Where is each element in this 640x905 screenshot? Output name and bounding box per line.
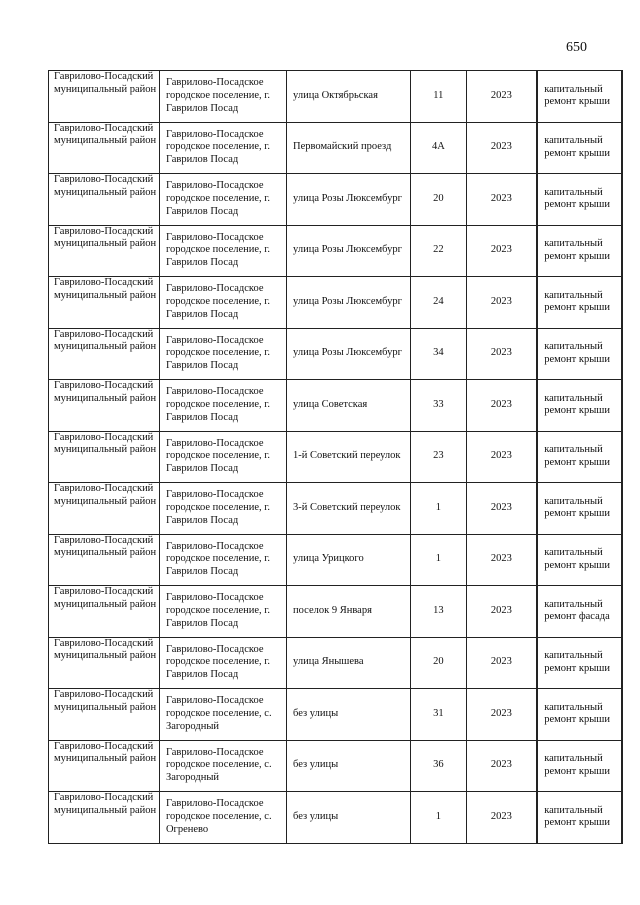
street-cell: улица Розы Люксембург — [287, 277, 411, 329]
table-row — [49, 174, 623, 226]
settlement-cell: Гаврилово-Посадское городское поселение, г. Гаврилов Посад — [159, 328, 286, 380]
table-row — [49, 534, 623, 586]
settlement-cell: Гаврилово-Посадское городское поселение, г. Гаврилов Посад — [159, 483, 286, 535]
table-row — [49, 380, 623, 432]
settlement-cell: Гаврилово-Посадское городское поселение, г. Гаврилов Посад — [159, 380, 286, 432]
buildings-table — [48, 70, 623, 844]
house-number-cell: 20 — [411, 174, 466, 226]
year-cell: 2023 — [466, 71, 537, 123]
street-cell: улица Советская — [287, 380, 411, 432]
settlement-cell: Гаврилово-Посадское городское поселение, г. Гаврилов Посад — [159, 122, 286, 174]
year-cell: 2023 — [466, 637, 537, 689]
table-row — [49, 637, 623, 689]
year-cell: 2023 — [466, 431, 537, 483]
district-cell: Гаврилово-Посадский муниципальный район — [49, 380, 160, 432]
year-cell: 2023 — [466, 534, 537, 586]
settlement-cell: Гаврилово-Посадское городское поселение, с. Загородный — [159, 689, 286, 741]
work-type-cell: капитальный ремонт крыши — [537, 328, 622, 380]
house-number-cell: 31 — [411, 689, 466, 741]
street-cell: Первомайский проезд — [287, 122, 411, 174]
work-type-cell: капитальный ремонт крыши — [537, 534, 622, 586]
year-cell: 2023 — [466, 380, 537, 432]
district-cell: Гаврилово-Посадский муниципальный район — [49, 71, 160, 123]
house-number-cell: 1 — [411, 792, 466, 844]
work-type-cell: капитальный ремонт крыши — [537, 174, 622, 226]
year-cell: 2023 — [466, 174, 537, 226]
year-cell: 2023 — [466, 689, 537, 741]
work-type-cell: капитальный ремонт крыши — [537, 225, 622, 277]
table-row — [49, 328, 623, 380]
street-cell: без улицы — [287, 689, 411, 741]
work-type-cell: капитальный ремонт крыши — [537, 637, 622, 689]
house-number-cell: 11 — [411, 71, 466, 123]
settlement-cell: Гаврилово-Посадское городское поселение, г. Гаврилов Посад — [159, 586, 286, 638]
year-cell: 2023 — [466, 122, 537, 174]
street-cell: 3-й Советский переулок — [287, 483, 411, 535]
settlement-cell: Гаврилово-Посадское городское поселение, с. Огренево — [159, 792, 286, 844]
street-cell: улица Урицкого — [287, 534, 411, 586]
district-cell: Гаврилово-Посадский муниципальный район — [49, 637, 160, 689]
work-type-cell: капитальный ремонт крыши — [537, 122, 622, 174]
year-cell: 2023 — [466, 277, 537, 329]
house-number-cell: 13 — [411, 586, 466, 638]
work-type-cell: капитальный ремонт крыши — [537, 431, 622, 483]
street-cell: улица Октябрьская — [287, 71, 411, 123]
district-cell: Гаврилово-Посадский муниципальный район — [49, 740, 160, 792]
table-row — [49, 689, 623, 741]
table-row — [49, 431, 623, 483]
settlement-cell: Гаврилово-Посадское городское поселение, с. Загородный — [159, 740, 286, 792]
settlement-cell: Гаврилово-Посадское городское поселение, г. Гаврилов Посад — [159, 637, 286, 689]
year-cell: 2023 — [466, 328, 537, 380]
table-row — [49, 792, 623, 844]
street-cell: улица Янышева — [287, 637, 411, 689]
work-type-cell: капитальный ремонт крыши — [537, 740, 622, 792]
street-cell: без улицы — [287, 792, 411, 844]
district-cell: Гаврилово-Посадский муниципальный район — [49, 328, 160, 380]
work-type-cell: капитальный ремонт крыши — [537, 380, 622, 432]
district-cell: Гаврилово-Посадский муниципальный район — [49, 225, 160, 277]
house-number-cell: 20 — [411, 637, 466, 689]
house-number-cell: 22 — [411, 225, 466, 277]
year-cell: 2023 — [466, 792, 537, 844]
district-cell: Гаврилово-Посадский муниципальный район — [49, 122, 160, 174]
house-number-cell: 4А — [411, 122, 466, 174]
settlement-cell: Гаврилово-Посадское городское поселение, г. Гаврилов Посад — [159, 71, 286, 123]
house-number-cell: 24 — [411, 277, 466, 329]
street-cell: поселок 9 Января — [287, 586, 411, 638]
house-number-cell: 1 — [411, 483, 466, 535]
year-cell: 2023 — [466, 483, 537, 535]
street-cell: улица Розы Люксембург — [287, 225, 411, 277]
district-cell: Гаврилово-Посадский муниципальный район — [49, 431, 160, 483]
district-cell: Гаврилово-Посадский муниципальный район — [49, 534, 160, 586]
settlement-cell: Гаврилово-Посадское городское поселение, г. Гаврилов Посад — [159, 174, 286, 226]
year-cell: 2023 — [466, 740, 537, 792]
district-cell: Гаврилово-Посадский муниципальный район — [49, 792, 160, 844]
district-cell: Гаврилово-Посадский муниципальный район — [49, 689, 160, 741]
street-cell: без улицы — [287, 740, 411, 792]
work-type-cell: капитальный ремонт крыши — [537, 689, 622, 741]
house-number-cell: 1 — [411, 534, 466, 586]
district-cell: Гаврилово-Посадский муниципальный район — [49, 586, 160, 638]
settlement-cell: Гаврилово-Посадское городское поселение, г. Гаврилов Посад — [159, 534, 286, 586]
table-row — [49, 71, 623, 123]
year-cell: 2023 — [466, 586, 537, 638]
page-number: 650 — [566, 40, 587, 55]
street-cell: улица Розы Люксембург — [287, 328, 411, 380]
house-number-cell: 23 — [411, 431, 466, 483]
district-cell: Гаврилово-Посадский муниципальный район — [49, 174, 160, 226]
table-row — [49, 740, 623, 792]
settlement-cell: Гаврилово-Посадское городское поселение, г. Гаврилов Посад — [159, 277, 286, 329]
table-row — [49, 483, 623, 535]
work-type-cell: капитальный ремонт крыши — [537, 71, 622, 123]
table-row — [49, 122, 623, 174]
table-body — [49, 71, 623, 844]
table-row — [49, 277, 623, 329]
table-row — [49, 586, 623, 638]
work-type-cell: капитальный ремонт фасада — [537, 586, 622, 638]
work-type-cell: капитальный ремонт крыши — [537, 483, 622, 535]
house-number-cell: 36 — [411, 740, 466, 792]
district-cell: Гаврилово-Посадский муниципальный район — [49, 483, 160, 535]
street-cell: улица Розы Люксембург — [287, 174, 411, 226]
table-row — [49, 225, 623, 277]
work-type-cell: капитальный ремонт крыши — [537, 792, 622, 844]
settlement-cell: Гаврилово-Посадское городское поселение, г. Гаврилов Посад — [159, 431, 286, 483]
street-cell: 1-й Советский переулок — [287, 431, 411, 483]
year-cell: 2023 — [466, 225, 537, 277]
work-type-cell: капитальный ремонт крыши — [537, 277, 622, 329]
district-cell: Гаврилово-Посадский муниципальный район — [49, 277, 160, 329]
settlement-cell: Гаврилово-Посадское городское поселение, г. Гаврилов Посад — [159, 225, 286, 277]
house-number-cell: 33 — [411, 380, 466, 432]
house-number-cell: 34 — [411, 328, 466, 380]
